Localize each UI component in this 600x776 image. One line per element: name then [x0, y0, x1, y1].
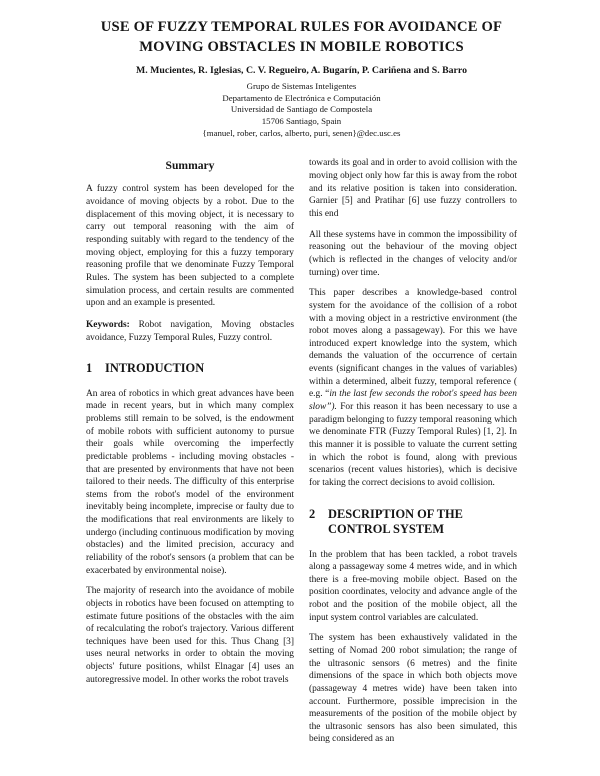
paragraph-3-text-before-quote: This paper describes a knowledge-based control system for the avoidance of the collision of a robot with a moving object in a restrictive environment (the robot moves along a passageway). For this we have introduced expert knowledge into the system, which demands the valuation of the occurrence of certain events (significant changes in the values of variables) within a determined, albeit fuzzy, temporal reference ( e.g. “	[309, 288, 517, 400]
affiliation-line-city: 15706 Santiago, Spain	[261, 115, 342, 126]
keywords-label: Keywords:	[86, 319, 130, 330]
title-line-2: MOVING OBSTACLES IN MOBILE ROBOTICS	[139, 38, 464, 55]
keywords-text: Robot navigation, Moving obstacles avoidance, Fuzzy Temporal Rules, Fuzzy control.	[86, 319, 294, 343]
section-1-number: 1	[86, 361, 93, 376]
summary-heading: Summary	[165, 159, 215, 173]
section-1-title: INTRODUCTION	[105, 361, 205, 376]
section-2-title: DESCRIPTION OF THE CONTROL SYSTEM	[328, 506, 463, 536]
control-system-paragraph-2: The system has been exhaustively validated in the setting of Nomad 200 robot simulation; the range of the ultrasonic sensors (6 metres) and the finite dimensions of the space in which both objects move (passageway 4 metres wide) have been taken into account. Furthermore, possible imprecision in the measurements of the position of the mobile object by the ultrasonic sensors has also been simulated, this being considered as an	[309, 633, 517, 745]
affiliation-line-department: Departamento de Electrónica e Computación	[222, 92, 381, 103]
section-2-number: 2	[309, 506, 316, 521]
section-2-heading	[309, 507, 517, 538]
keywords-paragraph	[86, 319, 294, 344]
control-system-paragraph-1: In the problem that has been tackled, a robot travels along a passageway some 4 metres wide, and in which there is a free-moving mobile object. Based on the position coordinates, velocity and advance angle of the robot and the position of the mobile object, all the input system control variables are calculated.	[309, 549, 517, 623]
introduction-paragraph-1: An area of robotics in which great advances have been made in recent years, but in which many complex problems still remain to be solved, is the endowment of mobile robots with sufficient autonomy to pursue their goals while overcoming the imperfectly predictable problems - including moving obstacles - that are presented by environments that have not been tailored to their needs. The difficulty of this enterprise stems from the robot's model of the environment inevitably being incomplete, imprecise or faulty due to the modifications that real environments are likely to undergo (including continuous modification by moving obstacles) and the limited precision, accuracy and reliability of the robot's sensors (a problem that can be exacerbated by environmental noise).	[86, 388, 294, 576]
affiliation-line-group: Grupo de Sistemas Inteligentes	[246, 81, 357, 92]
paragraph-3-text-after-quote: For this reason it has been necessary to use a paradigm belonging to fuzzy temporal reasoning which we denominate FTR (Fuzzy Temporal Rules) [1, 2]. In this manner it is possible to valuate the current setting in which the robot is found, along with previous scenarios (recent values histories), which is decisive for taking the correct decisions to avoid collision.	[309, 402, 517, 488]
summary-paragraph: A fuzzy control system has been developed for the avoidance of moving objects by a robot. Due to the displacement of this moving object, it is necessary to carry out temporal reasoning with the aim of responding suitably with regard to the tendency of the moving object, employing for this a fuzzy temporary reasoning profile that we denominate Fuzzy Temporal Rules. The system has been subjected to a complete simulation process, and certain results are commented upon and an example is presented.	[86, 184, 294, 309]
paper-header	[86, 18, 517, 139]
right-paragraph-3	[309, 287, 517, 489]
affiliation-block	[86, 81, 517, 139]
affiliation-line-university: Universidad de Santiago de Compostela	[230, 104, 373, 115]
left-column	[86, 157, 294, 754]
title-line-1: USE OF FUZZY TEMPORAL RULES FOR AVOIDANCE OF	[100, 19, 503, 35]
authors-line: M. Mucientes, R. Iglesias, C. V. Regueiro, A. Bugarín, P. Cariñena and S. Barro	[136, 65, 467, 77]
right-paragraph-2: All these systems have in common the impossibility of reasoning out the behaviour of the moving object (which is reflected in the changes of velocity and/or turning) over time.	[309, 229, 517, 278]
right-column	[309, 157, 517, 754]
email-line: {manuel, rober, carlos, alberto, puri, senen}@dec.usc.es	[202, 128, 401, 139]
introduction-paragraph-2: The majority of research into the avoidance of mobile objects in robotics have been focused on attempting to estimate future positions of the obstacles with the aim of recalculating the robot's trajectory. Various different techniques have been used for this. Thus Chang [3] uses neural networks in order to obtain the moving objects' future positions, whilst Elnagar [4] uses an autoregressive model. In other works the robot travels	[86, 586, 294, 685]
paper-title	[86, 18, 517, 57]
section-1-heading	[86, 361, 294, 377]
paragraph-3-italic-quote: in the last few seconds the robot's speed has been slow”).	[309, 389, 517, 413]
right-paragraph-1: towards its goal and in order to avoid collision with the moving object only how far this is away from the robot and its relative position is taken into consideration. Garnier [5] and Pratihar [6] use fuzzy controllers to this end	[309, 158, 517, 220]
two-column-body	[86, 157, 517, 754]
